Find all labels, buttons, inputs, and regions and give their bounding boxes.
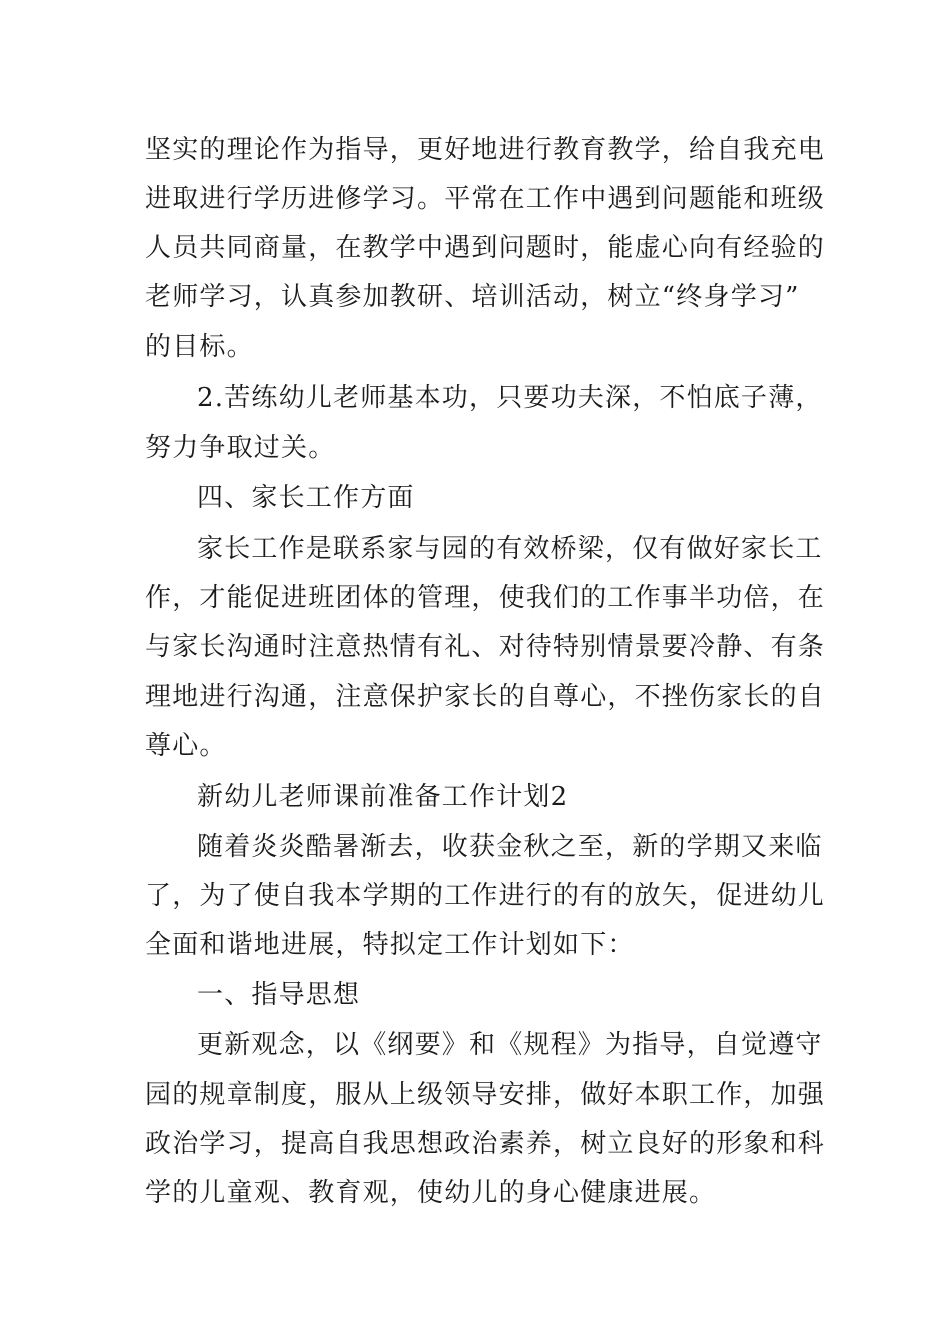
paragraph-line: 人员共同商量，在教学中遇到问题时，能虚心向有经验的 — [145, 233, 826, 263]
section-heading: 四、家长工作方面 — [197, 483, 415, 513]
paragraph-line: 努力争取过关。 — [145, 433, 336, 463]
paragraph-line: 与家长沟通时注意热情有礼、对待特别情景要冷静、有条 — [145, 632, 826, 662]
paragraph-line: 进取进行学历进修学习。平常在工作中遇到问题能和班级 — [145, 184, 826, 214]
section-heading: 一、指导思想 — [197, 980, 361, 1010]
paragraph-line: 全面和谐地进展，特拟定工作计划如下： — [145, 930, 635, 960]
paragraph-line: 家长工作是联系家与园的有效桥梁，仅有做好家长工 — [197, 534, 823, 564]
paragraph-line: 作，才能促进班团体的管理，使我们的工作事半功倍，在 — [145, 583, 826, 613]
document-subtitle: 新幼儿老师课前准备工作计划2 — [197, 782, 569, 812]
paragraph-line: 老师学习，认真参加教研、培训活动，树立“终身学习” — [145, 282, 800, 312]
paragraph-line: 更新观念，以《纲要》和《规程》为指导，自觉遵守 — [197, 1030, 823, 1060]
paragraph-line: 2.苦练幼儿老师基本功，只要功夫深，不怕底子薄， — [197, 383, 823, 413]
paragraph-line: 尊心。 — [145, 731, 227, 761]
paragraph-line: 随着炎炎酷暑渐去，收获金秋之至，新的学期又来临 — [197, 832, 823, 862]
paragraph-line: 了，为了使自我本学期的工作进行的有的放矢，促进幼儿 — [145, 881, 826, 911]
paragraph-line: 的目标。 — [145, 332, 254, 362]
paragraph-line: 坚实的理论作为指导，更好地进行教育教学，给自我充电 — [145, 135, 826, 165]
paragraph-line: 学的儿童观、教育观，使幼儿的身心健康进展。 — [145, 1178, 717, 1208]
paragraph-line: 理地进行沟通，注意保护家长的自尊心，不挫伤家长的自 — [145, 682, 826, 712]
paragraph-line: 政治学习，提高自我思想政治素养，树立良好的形象和科 — [145, 1129, 826, 1159]
paragraph-line: 园的规章制度，服从上级领导安排，做好本职工作，加强 — [145, 1080, 826, 1110]
